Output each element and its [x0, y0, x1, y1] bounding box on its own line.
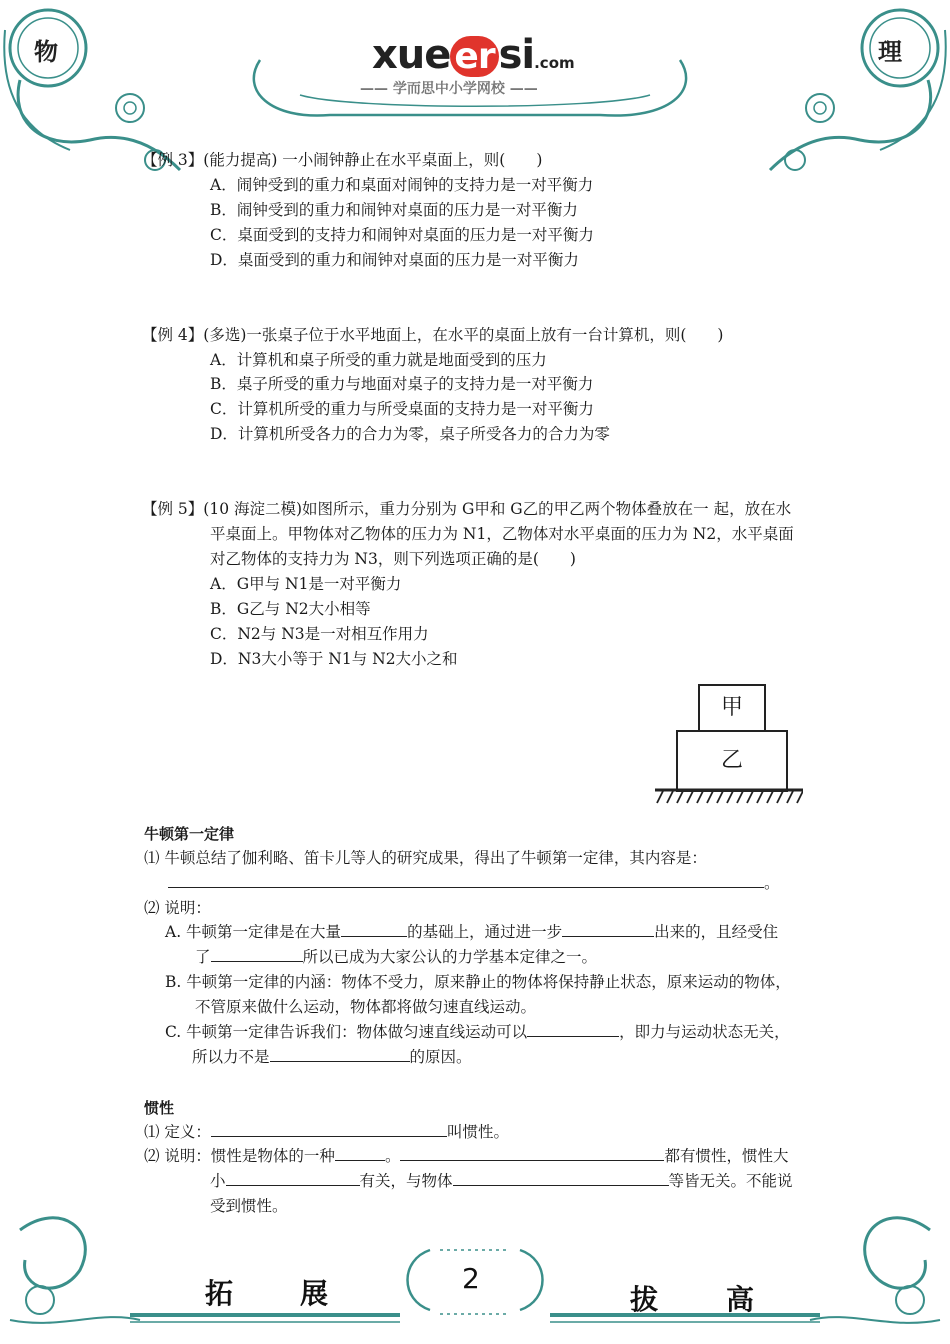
inertia-d3-text2: 有关，与物体 — [359, 1172, 453, 1190]
inertia-d3-line — [210, 1171, 793, 1191]
newton-c-text1: C. 牛顿第一定律告诉我们：物体做匀速直线运动可以 — [165, 1023, 528, 1041]
newton-a-blank1[interactable] — [341, 922, 407, 937]
ex5-option-b: B．G乙与 N2大小相等 — [210, 600, 371, 618]
inertia-d3-blank2[interactable] — [453, 1171, 669, 1186]
footer-char-4: 高 — [726, 1283, 755, 1316]
ex3-option-b: B．闹钟受到的重力和闹钟对桌面的压力是一对平衡力 — [210, 201, 578, 219]
ex5-option-a: A．G甲与 N1是一对平衡力 — [210, 575, 402, 593]
newton-c-text4: 的原因。 — [409, 1048, 472, 1066]
newton-b-line2: 不管原来做什么运动，物体都将做匀速直线运动。 — [195, 998, 537, 1016]
inertia-d3-text3: 等皆无关。不能说 — [668, 1172, 793, 1190]
ex5-stem-line1: 【例 5】(10 海淀二模)如图所示，重力分别为 G甲和 G乙的甲乙两个物体叠放在一 起，放在水 — [142, 500, 792, 518]
page-number: 2 — [462, 1262, 480, 1295]
newton-a-line2 — [195, 947, 597, 967]
newton-a-blank3[interactable] — [211, 947, 303, 962]
newton-p1-end: 。 — [764, 874, 780, 892]
newton-section-title: 牛顿第一定律 — [144, 825, 235, 843]
logo-com: .com — [534, 54, 575, 72]
inertia-d2-text1: ⑵ 说明：惯性是物体的一种 — [144, 1147, 335, 1165]
ex3-option-c: C．桌面受到的支持力和闹钟对桌面的压力是一对平衡力 — [210, 226, 594, 244]
inertia-d1-blank[interactable] — [211, 1122, 447, 1137]
inertia-d2-text3: 都有惯性，惯性大 — [664, 1147, 789, 1165]
ex5-option-d: D．N3大小等于 N1与 N2大小之和 — [210, 650, 458, 668]
newton-c-blank2[interactable] — [270, 1047, 410, 1062]
newton-c-line2 — [192, 1047, 472, 1067]
inertia-d2-blank2[interactable] — [400, 1146, 664, 1161]
ground-hatching — [655, 786, 803, 806]
ex5-stem-line3: 对乙物体的支持力为 N3，则下列选项正确的是( ) — [210, 550, 576, 568]
ex4-stem: 【例 4】(多选)一张桌子位于水平地面上，在水平的桌面上放有一台计算机，则( ) — [142, 326, 724, 344]
newton-c-text3: 所以力不是 — [192, 1048, 270, 1066]
ex4-option-c: C．计算机所受的重力与所受桌面的支持力是一对平衡力 — [210, 400, 594, 418]
newton-p1: ⑴ 牛顿总结了伽利略、笛卡儿等人的研究成果，得出了牛顿第一定律，其内容是： — [144, 849, 707, 867]
ex3-stem: 【例 3】(能力提高) 一小闹钟静止在水平桌面上，则( ) — [142, 151, 543, 169]
newton-b-line1: B. 牛顿第一定律的内涵：物体不受力，原来静止的物体将保持静止状态，原来运动的物体， — [165, 973, 791, 991]
inertia-d4-line: 受到惯性。 — [210, 1197, 288, 1215]
ex4-option-a: A．计算机和桌子所受的重力就是地面受到的压力 — [210, 351, 547, 369]
ex5-option-c: C．N2与 N3是一对相互作用力 — [210, 625, 429, 643]
inertia-d3-blank1[interactable] — [226, 1171, 360, 1186]
ex3-option-d: D．桌面受到的重力和闹钟对桌面的压力是一对平衡力 — [210, 251, 579, 269]
newton-a-text2: 的基础上，通过进一步 — [407, 923, 563, 941]
block-bottom: 乙 — [676, 730, 788, 792]
newton-a-text5: 所以已成为大家公认的力学基本定律之一。 — [302, 948, 598, 966]
inertia-d2-blank1[interactable] — [335, 1146, 385, 1161]
newton-p1-blank[interactable] — [168, 873, 764, 888]
ex3-option-a: A．闹钟受到的重力和桌面对闹钟的支持力是一对平衡力 — [210, 176, 594, 194]
newton-p2: ⑵ 说明： — [144, 899, 211, 917]
newton-a-text3: 出来的，且经受住 — [654, 923, 779, 941]
inertia-d2-line — [144, 1146, 788, 1166]
inertia-d1-text2: 叫惯性。 — [446, 1123, 509, 1141]
footer-char-2: 展 — [300, 1277, 329, 1310]
newton-a-blank2[interactable] — [562, 922, 654, 937]
logo-subtitle: —— 学而思中小学网校 —— — [360, 81, 538, 97]
inertia-section-title: 惯性 — [144, 1099, 175, 1117]
logo-er: er — [450, 36, 498, 77]
brand-logo — [372, 32, 575, 78]
newton-a-text1: A. 牛顿第一定律是在大量 — [165, 923, 342, 941]
newton-c-text2: ，即力与运动状态无关， — [619, 1023, 790, 1041]
logo-post: si — [498, 32, 535, 78]
footer-char-1: 拓 — [205, 1277, 234, 1310]
ex4-option-d: D．计算机所受各力的合力为零，桌子所受各力的合力为零 — [210, 425, 610, 443]
newton-a-line1 — [165, 922, 778, 942]
footer-char-3: 拔 — [630, 1283, 659, 1316]
ex4-option-b: B．桌子所受的重力与地面对桌子的支持力是一对平衡力 — [210, 375, 594, 393]
corner-char-right: 理 — [878, 38, 902, 66]
newton-a-text4: 了 — [195, 948, 211, 966]
inertia-d1-text1: ⑴ 定义： — [144, 1123, 211, 1141]
newton-c-blank1[interactable] — [527, 1022, 619, 1037]
newton-p1-blank-line — [168, 873, 780, 893]
ex5-stem-line2: 平桌面上。甲物体对乙物体的压力为 N1，乙物体对水平桌面的压力为 N2，水平桌面 — [210, 525, 794, 543]
corner-char-left: 物 — [34, 38, 58, 66]
block-top: 甲 — [698, 684, 766, 732]
inertia-d1-line — [144, 1122, 509, 1142]
newton-c-line1 — [165, 1022, 790, 1042]
logo-pre: xue — [372, 32, 451, 78]
inertia-d3-text1: 小 — [210, 1172, 226, 1190]
inertia-d2-text2: 。 — [384, 1147, 401, 1165]
